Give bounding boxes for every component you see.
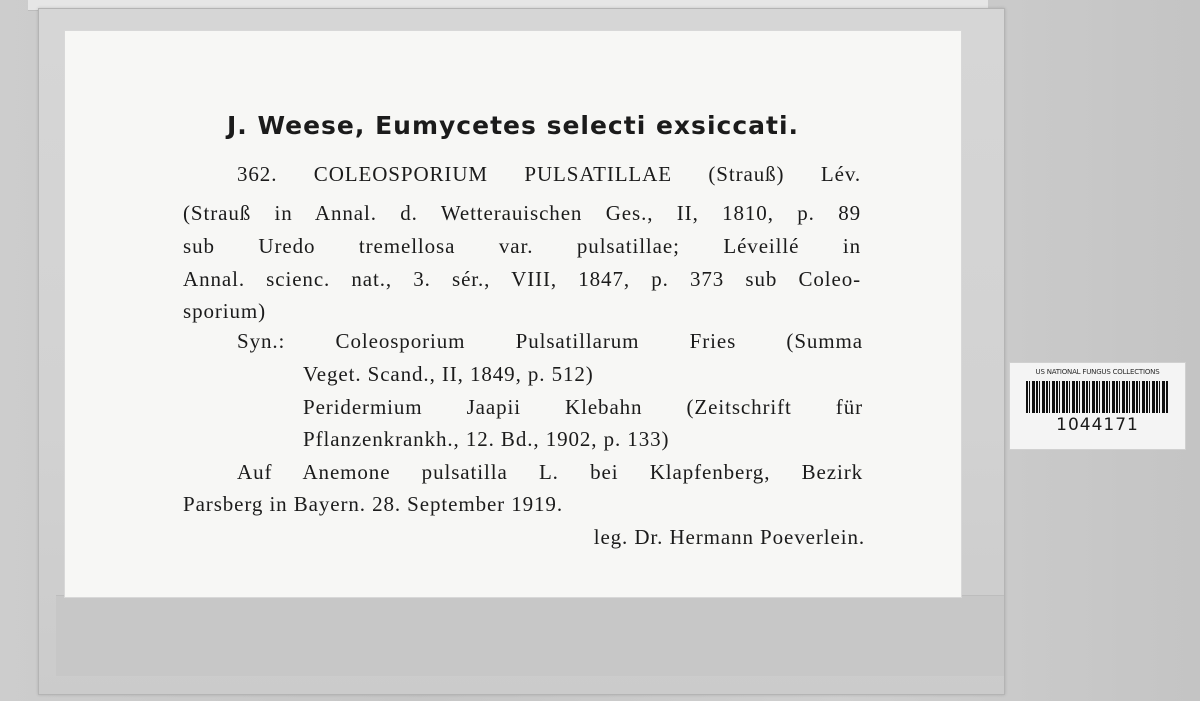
label-title: J. Weese, Eumycetes selecti exsiccati.: [226, 111, 800, 140]
barcode-header: US NATIONAL FUNGUS COLLECTIONS: [1035, 368, 1160, 376]
label-line-synonym-1: Syn.: Coleosporium Pulsatillarum Fries (Summa: [237, 329, 863, 353]
label-line-locality-1: Auf Anemone pulsatilla L. bei Klapfenberg, Bezirk: [237, 460, 863, 484]
label-line-species: 362. COLEOSPORIUM PULSATILLAE (Strauß) Lév.: [237, 162, 861, 186]
label-line-synonym-2: Veget. Scand., II, 1849, p. 512): [303, 362, 594, 386]
label-line-citation-3: Annal. scienc. nat., 3. sér., VIII, 1847, p. 373 sub Coleo-: [183, 267, 861, 291]
barcode-number: 1044171: [1056, 415, 1139, 435]
label-line-synonym-4: Pflanzenkrankh., 12. Bd., 1902, p. 133): [303, 427, 670, 451]
label-line-citation-4: sporium): [183, 299, 267, 323]
label-line-citation-2: sub Uredo tremellosa var. pulsatillae; Léveillé in: [183, 234, 861, 258]
specimen-label: [64, 30, 962, 598]
envelope-pocket: [56, 595, 1004, 676]
barcode-icon: [1026, 381, 1169, 413]
label-line-citation-1: (Strauß in Annal. d. Wetterauischen Ges., II, 1810, p. 89: [183, 201, 861, 225]
label-line-locality-2: Parsberg in Bayern. 28. September 1919.: [183, 492, 563, 516]
barcode-label: [1009, 362, 1186, 450]
label-line-synonym-3: Peridermium Jaapii Klebahn (Zeitschrift für: [303, 395, 863, 419]
label-line-collector: leg. Dr. Hermann Poeverlein.: [593, 525, 865, 549]
